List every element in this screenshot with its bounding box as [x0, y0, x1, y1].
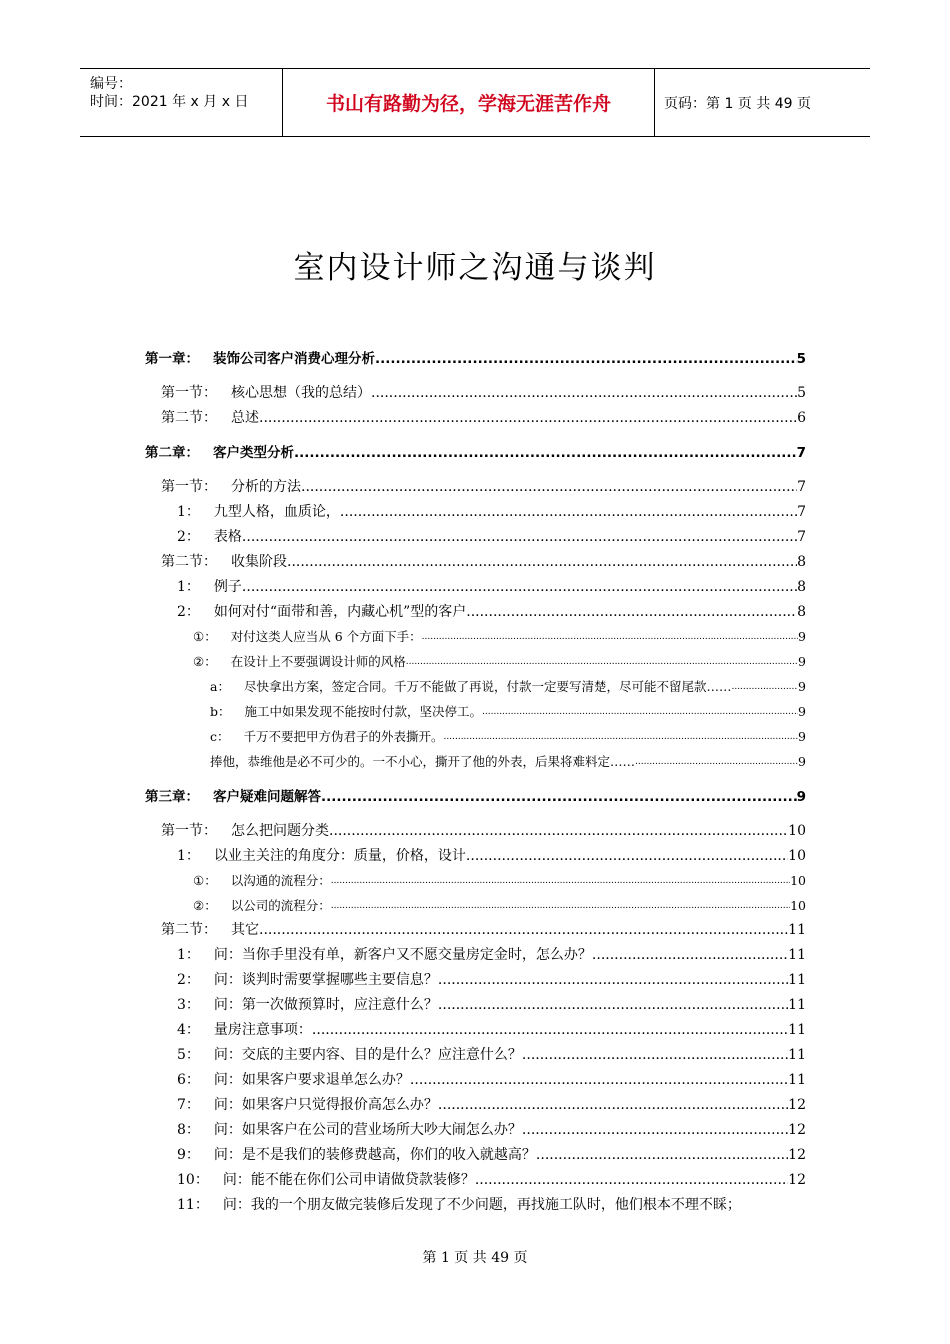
number-label: 编号：: [90, 76, 132, 92]
toc-entry: [161, 822, 806, 840]
toc-dot-leader: [438, 996, 788, 1014]
toc-entry-number: 6：: [177, 1072, 200, 1088]
toc-entry: [177, 1121, 806, 1139]
toc-entry-page: 12: [788, 1097, 806, 1113]
toc-entry-page: 11: [788, 972, 806, 988]
toc-entry-page: 6: [797, 410, 806, 426]
toc-entry: [161, 478, 806, 496]
toc-entry-page: 9: [798, 679, 806, 694]
toc-entry-title: 问：当你手里没有单，新客户又不愿交量房定金时，怎么办？: [213, 947, 592, 963]
toc-entry-number: 2：: [177, 529, 200, 545]
toc-entry-page: 7: [797, 479, 806, 495]
toc-dot-leader: [522, 1121, 788, 1139]
toc-entry-title: 施工中如果发现不能按时付款，坚决停工。: [244, 704, 483, 719]
toc-entry-title: 在设计上不要强调设计师的风格: [230, 654, 406, 669]
toc-entry-page: 9: [798, 629, 806, 644]
toc-entry-number: a：: [210, 679, 230, 694]
toc-dot-leader: [406, 653, 798, 671]
toc-entry: [145, 350, 806, 368]
toc-entry-title: 尽快拿出方案，签定合同。千万不能做了再说，付款一定要写清楚，尽可能不留尾款……: [243, 679, 732, 694]
toc-dot-leader: [242, 528, 797, 546]
motto-text: 书山有路勤为径，学海无涯苦作舟: [325, 93, 611, 115]
toc-entry: [177, 1096, 806, 1114]
toc-entry-page: 11: [788, 1047, 806, 1063]
toc-entry-title: 量房注意事项：: [213, 1022, 312, 1038]
toc-dot-leader: [259, 409, 797, 427]
toc-entry: [177, 503, 806, 521]
toc-entry-page: 8: [797, 604, 806, 620]
toc-entry-title: 对付这类人应当从 6 个方面下手：: [230, 629, 422, 644]
toc-entry-page: 9: [798, 654, 806, 669]
toc-dot-leader: [242, 578, 797, 596]
toc-entry-number: 第二章：: [145, 445, 199, 461]
toc-entry-number: 第二节：: [161, 410, 217, 426]
toc-dot-leader: [410, 1071, 788, 1089]
toc-entry: [177, 1046, 806, 1064]
toc-dot-leader: [259, 921, 788, 939]
toc-entry-page: 9: [798, 704, 806, 719]
toc-dot-leader: [466, 847, 788, 865]
toc-entry: [145, 444, 806, 462]
toc-entry-page: 12: [788, 1122, 806, 1138]
toc-entry-title: 问：交底的主要内容、目的是什么？应注意什么？: [213, 1047, 522, 1063]
toc-entry-number: 第一节：: [161, 385, 217, 401]
toc-entry: [161, 384, 806, 402]
toc-dot-leader: [635, 753, 798, 771]
toc-entry: [177, 971, 806, 989]
toc-entry-title: 以公司的流程分：: [230, 898, 331, 913]
toc-entry-page: 10: [788, 848, 806, 864]
toc-entry-number: b：: [210, 704, 231, 719]
toc-entry-page: 12: [788, 1147, 806, 1163]
toc-entry-page: 5: [796, 351, 806, 367]
toc-entry: [210, 678, 806, 696]
toc-entry-number: 1：: [177, 579, 200, 595]
toc-entry-page: 9: [798, 729, 806, 744]
toc-entry-number: 第一节：: [161, 823, 217, 839]
toc-entry: [177, 1021, 806, 1039]
toc-entry-number: 11：: [177, 1197, 209, 1213]
toc-entry: [210, 703, 806, 721]
toc-entry: [177, 603, 806, 621]
toc-dot-leader: [375, 350, 797, 368]
toc-dot-leader: [475, 1171, 788, 1189]
toc-entry-page: 7: [796, 445, 806, 461]
toc-entry-number: ②：: [193, 898, 217, 913]
toc-entry-number: 8：: [177, 1122, 200, 1138]
toc-entry-number: ②：: [193, 654, 217, 669]
toc-entry-number: 5：: [177, 1047, 200, 1063]
toc-entry-title: 问：如果客户在公司的营业场所大吵大闹怎么办？: [213, 1122, 522, 1138]
toc-entry: [161, 409, 806, 427]
toc-entry-title: 千万不要把甲方伪君子的外表撕开。: [243, 729, 444, 744]
toc-entry: [210, 753, 806, 771]
toc-entry: [177, 1146, 806, 1164]
toc-entry-number: 9：: [177, 1147, 200, 1163]
toc-entry-number: 第二节：: [161, 922, 217, 938]
toc-entry-title: 分析的方法: [231, 479, 301, 495]
toc-dot-leader: [444, 728, 799, 746]
toc-dot-leader: [371, 384, 797, 402]
toc-dot-leader: [329, 822, 788, 840]
toc-entry-page: 10: [788, 823, 806, 839]
page-info: 页码：第 1 页 共 49 页: [664, 95, 811, 112]
toc-dot-leader: [466, 603, 797, 621]
toc-entry-number: 第一节：: [161, 479, 217, 495]
toc-entry-title: 客户疑难问题解答: [213, 789, 321, 805]
page-footer: 第 1 页 共 49 页: [422, 1250, 528, 1266]
toc-entry: [210, 728, 806, 746]
toc-dot-leader: [482, 703, 798, 721]
document-title: 室内设计师之沟通与谈判: [293, 250, 657, 286]
toc-dot-leader: [522, 1046, 788, 1064]
toc-entry-page: 11: [788, 1072, 806, 1088]
toc-entry-title: 如何对付“面带和善，内藏心机”型的客户: [213, 604, 467, 620]
toc-entry-number: 第三章：: [145, 789, 199, 805]
toc-entry-title: 表格: [213, 529, 242, 545]
toc-entry-title: 怎么把问题分类: [231, 823, 329, 839]
toc-entry-page: 10: [790, 873, 806, 888]
toc-entry: [161, 921, 806, 939]
toc-entry-number: 1：: [177, 848, 200, 864]
toc-entry-page: 11: [788, 922, 806, 938]
toc-entry-number: c：: [210, 729, 230, 744]
toc-entry: [177, 946, 806, 964]
toc-dot-leader: [301, 478, 797, 496]
toc-entry-page: 8: [797, 554, 806, 570]
toc-entry-page: 9: [796, 789, 806, 805]
toc-dot-leader: [731, 678, 798, 696]
toc-dot-leader: [331, 897, 790, 915]
toc-entry-title: 以沟通的流程分：: [230, 873, 331, 888]
toc-entry-page: 7: [797, 529, 806, 545]
toc-entry-number: ①：: [193, 873, 217, 888]
toc-entry-number: 3：: [177, 997, 200, 1013]
toc-entry-title: 以业主关注的角度分：质量，价格，设计: [213, 848, 466, 864]
toc-entry: [177, 847, 806, 865]
toc-dot-leader: [438, 1096, 788, 1114]
toc-entry-page: 5: [797, 385, 806, 401]
toc-dot-leader: [287, 553, 797, 571]
toc-entry: [177, 996, 806, 1014]
toc-entry-title: 例子: [213, 579, 242, 595]
toc-entry: [161, 553, 806, 571]
toc-entry-title: 捧他，恭维他是必不可少的。一不小心，撕开了他的外表，后果将难料定……: [210, 754, 636, 769]
toc-entry-number: 2：: [177, 604, 200, 620]
toc-entry-page: 9: [798, 754, 806, 769]
toc-dot-leader: [312, 1021, 788, 1039]
toc-entry-title: 问：能不能在你们公司申请做贷款装修？: [222, 1172, 475, 1188]
toc-entry-page: 7: [797, 504, 806, 520]
toc-entry: [177, 1071, 806, 1089]
toc-entry: [193, 653, 806, 671]
toc-entry-page: 12: [788, 1172, 806, 1188]
toc-entry-title: 问：第一次做预算时，应注意什么？: [213, 997, 438, 1013]
toc-entry-number: 10：: [177, 1172, 209, 1188]
toc-dot-leader: [294, 444, 797, 462]
toc-entry-title: 客户类型分析: [213, 445, 294, 461]
toc-dot-leader: [321, 788, 797, 806]
toc-entry-page: 11: [788, 947, 806, 963]
toc-entry-title: 其它: [231, 922, 259, 938]
toc-entry-number: 1：: [177, 504, 200, 520]
toc-entry-title: 问：是不是我们的装修费越高，你们的收入就越高？: [213, 1147, 536, 1163]
toc-entry: [193, 897, 806, 915]
toc-entry-title: 总述: [231, 410, 259, 426]
toc-entry: [193, 872, 806, 890]
toc-dot-leader: [422, 628, 798, 646]
toc-entry-title: 问：如果客户只觉得报价高怎么办？: [213, 1097, 438, 1113]
toc-entry-page: 10: [790, 898, 806, 913]
toc-entry-title: 问：我的一个朋友做完装修后发现了不少问题，再找施工队时，他们根本不理不睬；: [222, 1197, 741, 1213]
toc-dot-leader: [536, 1146, 788, 1164]
toc-entry-number: 2：: [177, 972, 200, 988]
toc-entry-page: 11: [788, 997, 806, 1013]
toc-entry-number: ①：: [193, 629, 217, 644]
time-label: 时间：2021 年 x 月 x 日: [90, 94, 249, 110]
toc-entry-page: 11: [788, 1022, 806, 1038]
toc-entry-number: 1：: [177, 947, 200, 963]
toc-entry-page: 8: [797, 579, 806, 595]
toc-entry-title: 收集阶段: [231, 554, 287, 570]
toc-entry-number: 第二节：: [161, 554, 217, 570]
toc-entry-title: 核心思想（我的总结）: [231, 385, 371, 401]
toc-dot-leader: [592, 946, 788, 964]
toc-dot-leader: [438, 971, 788, 989]
toc-entry: [177, 578, 806, 596]
toc-entry-number: 第一章：: [145, 351, 199, 367]
toc-entry-title: 装饰公司客户消费心理分析: [213, 351, 375, 367]
toc-entry: [193, 628, 806, 646]
toc-entry-number: 7：: [177, 1097, 200, 1113]
toc-dot-leader: [340, 503, 797, 521]
toc-entry-title: 问：如果客户要求退单怎么办？: [213, 1072, 410, 1088]
toc-entry: [177, 528, 806, 546]
toc-entry: [145, 788, 806, 806]
toc-entry: [177, 1171, 806, 1189]
toc-dot-leader: [331, 872, 790, 890]
toc-entry-title: 问：谈判时需要掌握哪些主要信息？: [213, 972, 438, 988]
toc-entry: [177, 1196, 741, 1214]
toc-entry-number: 4：: [177, 1022, 200, 1038]
toc-entry-title: 九型人格，血质论，: [213, 504, 340, 520]
